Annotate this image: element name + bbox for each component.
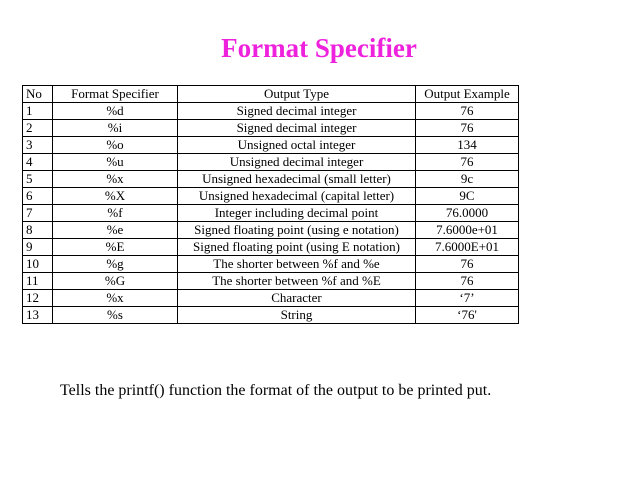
table-row [23,307,519,324]
row-number-cell: 2 [23,120,53,137]
table-body [23,103,519,324]
output-type-cell: Signed decimal integer [178,120,416,137]
output-example-cell: 76 [416,256,519,273]
row-number-cell: 6 [23,188,53,205]
header-format-specifier: Format Specifier [53,86,178,103]
header-output-type: Output Type [178,86,416,103]
output-example-cell: ‘7’ [416,290,519,307]
row-number-cell: 7 [23,205,53,222]
table-row [23,222,519,239]
row-number-cell: 13 [23,307,53,324]
output-example-cell: 76 [416,103,519,120]
format-specifier-cell: %x [53,290,178,307]
table-row [23,154,519,171]
format-specifier-cell: %f [53,205,178,222]
table-header-row [23,86,519,103]
output-example-cell: 9C [416,188,519,205]
table-row [23,290,519,307]
output-example-cell: 76 [416,120,519,137]
output-type-cell: The shorter between %f and %e [178,256,416,273]
row-number-cell: 1 [23,103,53,120]
format-specifier-cell: %E [53,239,178,256]
format-specifier-cell: %x [53,171,178,188]
output-example-cell: 76.0000 [416,205,519,222]
output-type-cell: Unsigned octal integer [178,137,416,154]
output-example-cell: 134 [416,137,519,154]
output-type-cell: Unsigned hexadecimal (small letter) [178,171,416,188]
row-number-cell: 5 [23,171,53,188]
table-row [23,137,519,154]
table-row [23,171,519,188]
row-number-cell: 10 [23,256,53,273]
format-specifier-cell: %g [53,256,178,273]
output-type-cell: Unsigned hexadecimal (capital letter) [178,188,416,205]
output-example-cell: 7.6000e+01 [416,222,519,239]
format-specifier-cell: %i [53,120,178,137]
format-specifier-cell: %X [53,188,178,205]
table-row [23,205,519,222]
output-type-cell: The shorter between %f and %E [178,273,416,290]
slide-title: Format Specifier [221,33,417,63]
output-example-cell: 76 [416,154,519,171]
row-number-cell: 12 [23,290,53,307]
output-type-cell: Character [178,290,416,307]
table-row [23,103,519,120]
format-specifier-cell: %e [53,222,178,239]
row-number-cell: 8 [23,222,53,239]
output-example-cell: 9c [416,171,519,188]
format-specifier-cell: %d [53,103,178,120]
format-specifier-cell: %u [53,154,178,171]
row-number-cell: 4 [23,154,53,171]
format-specifier-cell: %s [53,307,178,324]
row-number-cell: 11 [23,273,53,290]
output-type-cell: Integer including decimal point [178,205,416,222]
table-row [23,239,519,256]
table-row [23,120,519,137]
output-type-cell: Signed floating point (using e notation) [178,222,416,239]
format-specifier-cell: %G [53,273,178,290]
table-row [23,273,519,290]
row-number-cell: 3 [23,137,53,154]
footnote-text: Tells the printf() function the format of the output to be printed put. [60,382,492,399]
output-example-cell: 7.6000E+01 [416,239,519,256]
format-specifier-table [22,85,519,324]
output-type-cell: Signed floating point (using E notation) [178,239,416,256]
row-number-cell: 9 [23,239,53,256]
header-output-example: Output Example [416,86,519,103]
format-specifier-cell: %o [53,137,178,154]
output-type-cell: Signed decimal integer [178,103,416,120]
output-type-cell: Unsigned decimal integer [178,154,416,171]
header-no: No [23,86,53,103]
table-row [23,188,519,205]
table-row [23,256,519,273]
output-example-cell: 76 [416,273,519,290]
output-type-cell: String [178,307,416,324]
output-example-cell: ‘76' [416,307,519,324]
